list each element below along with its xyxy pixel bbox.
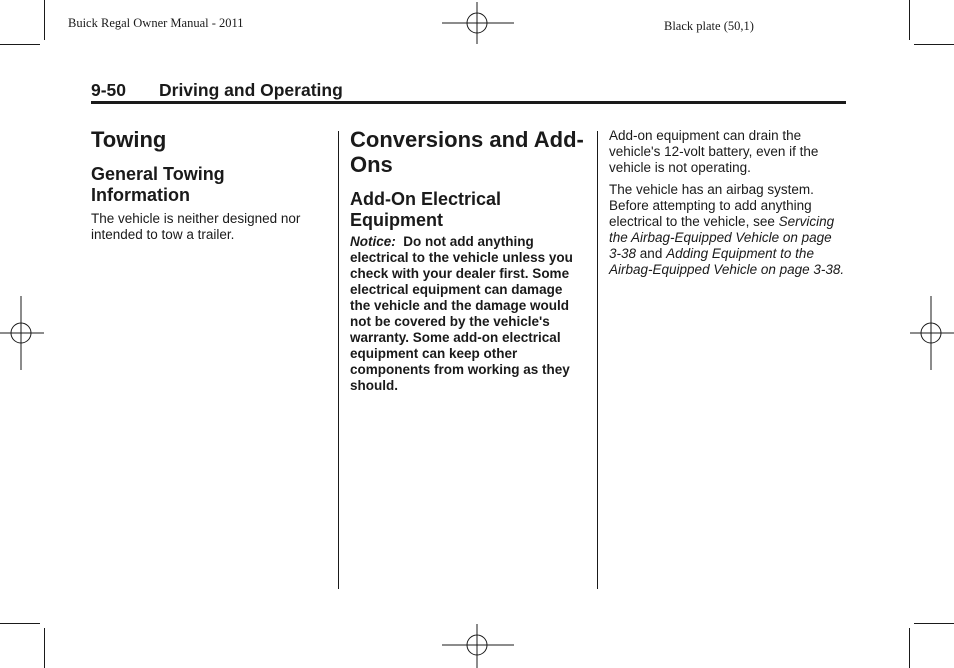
subheading-general-towing: General Towing Information — [91, 164, 225, 205]
column-divider — [338, 131, 339, 589]
notice-label: Notice: — [350, 234, 396, 249]
crop-mark — [914, 44, 954, 45]
crop-mark — [909, 628, 910, 668]
heading-conversions: Conversions and Add-Ons — [350, 127, 584, 177]
crop-mark — [914, 623, 954, 624]
notice-text: Do not add anything electrical to the vehicle unless you check with your dealer first. Some electrical equipment can damage the vehicle and the damage would not be covered by the vehicle's warranty. Some add-on electrical equipment can keep other components from working as they should. — [350, 234, 573, 393]
column-conversions — [350, 127, 585, 394]
column-divider — [597, 131, 598, 589]
crop-mark — [0, 623, 40, 624]
subheading-add-on-electrical: Add-On Electrical Equipment — [350, 189, 502, 230]
registration-mark-icon — [910, 296, 954, 370]
and-text: and — [639, 246, 663, 261]
page-number: 9-50 — [91, 80, 127, 100]
reference-servicing-link[interactable]: Servicing the Airbag-Equipped Vehicle on page 3-38 — [609, 214, 835, 261]
heading-towing: Towing — [91, 127, 167, 152]
column-add-on-notes — [609, 128, 845, 278]
crop-mark — [44, 0, 45, 40]
notice-paragraph — [350, 234, 585, 394]
crop-mark — [909, 0, 910, 40]
airbag-intro: The vehicle has an airbag system. Before attempting to add anything electrical to the vehicle, see — [609, 182, 814, 229]
section-title: Driving and Operating — [159, 80, 343, 100]
manual-title: Buick Regal Owner Manual - 2011 — [68, 16, 244, 30]
column-towing — [91, 127, 323, 243]
registration-mark-icon — [0, 296, 44, 370]
crop-mark — [0, 44, 40, 45]
reference-adding-link[interactable]: Adding Equipment to the Airbag-Equipped Vehicle on page 3-38. — [609, 246, 845, 277]
registration-mark-icon — [440, 624, 516, 668]
battery-paragraph: Add-on equipment can drain the vehicle's 12-volt battery, even if the vehicle is not operating. — [609, 128, 819, 175]
registration-mark-icon — [440, 2, 516, 44]
airbag-paragraph — [609, 182, 845, 278]
towing-text: The vehicle is neither designed nor intended to tow a trailer. — [91, 211, 301, 242]
section-rule — [91, 101, 846, 104]
plate-label: Black plate (50,1) — [664, 19, 754, 33]
crop-mark — [44, 628, 45, 668]
